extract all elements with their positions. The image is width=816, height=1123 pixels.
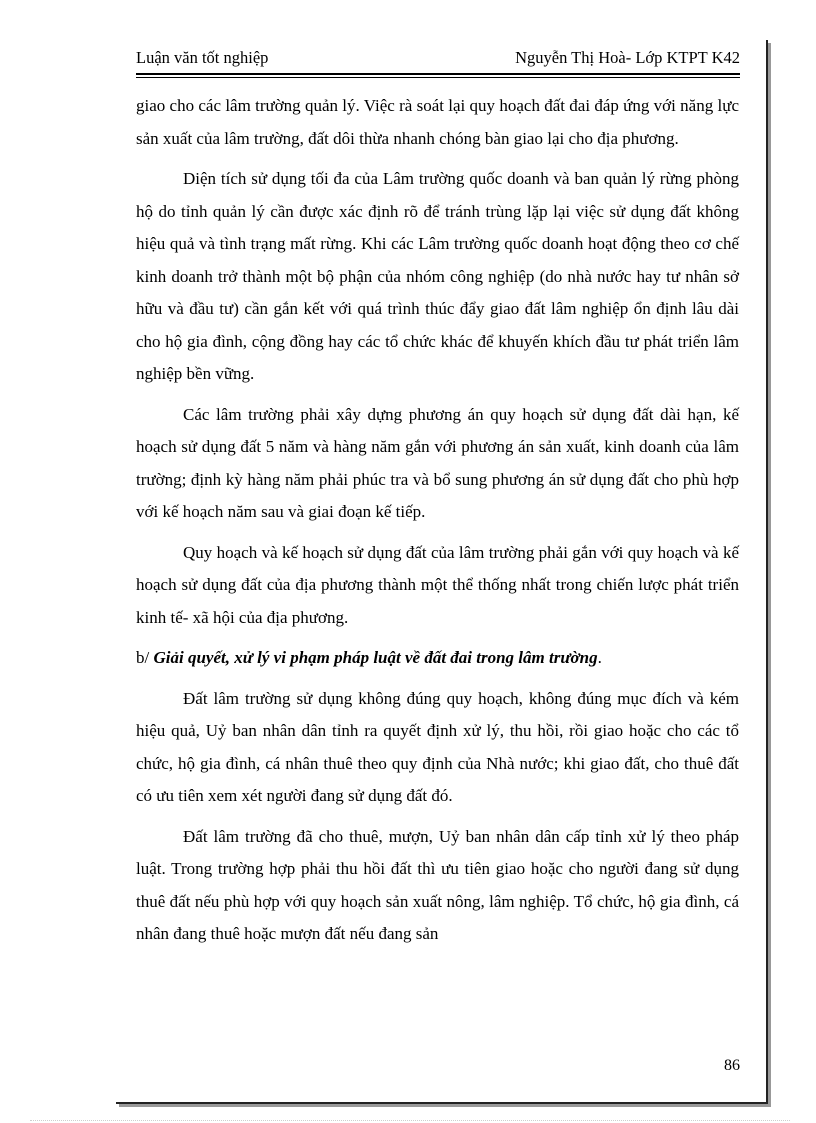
subheading-title: Giải quyết, xử lý vi phạm pháp luật về đất đai trong lâm trường: [153, 648, 598, 667]
header-thesis-title: Luận văn tốt nghiệp: [136, 48, 269, 67]
header-rule-thick: [136, 73, 740, 75]
paragraph: Đất lâm trường sử dụng không đúng quy hoạch, không đúng mục đích và kém hiệu quả, Uỷ ban nhân dân tỉnh ra quyết định xử lý, thu hồi, rồi giao hoặc cho các tổ chức, hộ gia đình, cá nhân thuê theo quy định của Nhà nước; khi giao đất, cho thuê đất có ưu tiên xem xét người đang sử dụng đất đó.: [136, 688, 739, 805]
paragraph: Quy hoạch và kế hoạch sử dụng đất của lâm trường phải gắn với quy hoạch và kế hoạch sử dụng đất của địa phương thành một thể thống nhất trong chiến lược phát triển kinh tế- xã hội của địa phương.: [136, 542, 739, 627]
subheading-suffix: .: [597, 648, 602, 667]
page-number: 86: [724, 1057, 740, 1074]
document-body: [136, 90, 739, 951]
header-author-class: Nguyễn Thị Hoà- Lớp KTPT K42: [515, 48, 740, 67]
paragraph: Các lâm trường phải xây dựng phương án quy hoạch sử dụng đất dài hạn, kế hoạch sử dụng đất 5 năm và hàng năm gắn với phương án sản xuất, kinh doanh của lâm trường; định kỳ hàng năm phải phúc tra và bổ sung phương án sử dụng đất cho phù hợp với kế hoạch năm sau và giai đoạn kế tiếp.: [136, 404, 739, 521]
subheading-label: b/: [136, 648, 154, 667]
page-header: [136, 48, 740, 72]
paragraph-continuation: giao cho các lâm trường quản lý. Việc rà soát lại quy hoạch đất đai đáp ứng với năng lực sản xuất của lâm trường, đất dôi thừa nhanh chóng bàn giao lại cho địa phương.: [136, 96, 739, 148]
page-bottom-divider: [30, 1120, 790, 1121]
header-rule-thin: [136, 77, 740, 78]
paragraph: Diện tích sử dụng tối đa của Lâm trường quốc doanh và ban quản lý rừng phòng hộ do tỉnh quản lý cần được xác định rõ để tránh trùng lặp lại việc sử dụng đất không hiệu quả và tình trạng mất rừng. Khi các Lâm trường quốc doanh hoạt động theo cơ chế kinh doanh trở thành một bộ phận của nhóm công nghiệp (do nhà nước hay tư nhân sở hữu và đầu tư) cần gắn kết với quá trình thúc đẩy giao đất lâm nghiệp ổn định lâu dài cho hộ gia đình, cộng đồng hay các tổ chức khác để khuyến khích đầu tư phát triển lâm nghiệp bền vững.: [136, 169, 739, 383]
paragraph: Đất lâm trường đã cho thuê, mượn, Uỷ ban nhân dân cấp tỉnh xử lý theo pháp luật. Trong trường hợp phải thu hồi đất thì ưu tiên giao hoặc cho người đang sử dụng thuê đất nếu phù hợp với quy hoạch sản xuất nông, lâm nghiệp. Tổ chức, hộ gia đình, cá nhân đang thuê hoặc mượn đất nếu đang sản: [136, 826, 739, 943]
section-subheading: [136, 642, 739, 675]
